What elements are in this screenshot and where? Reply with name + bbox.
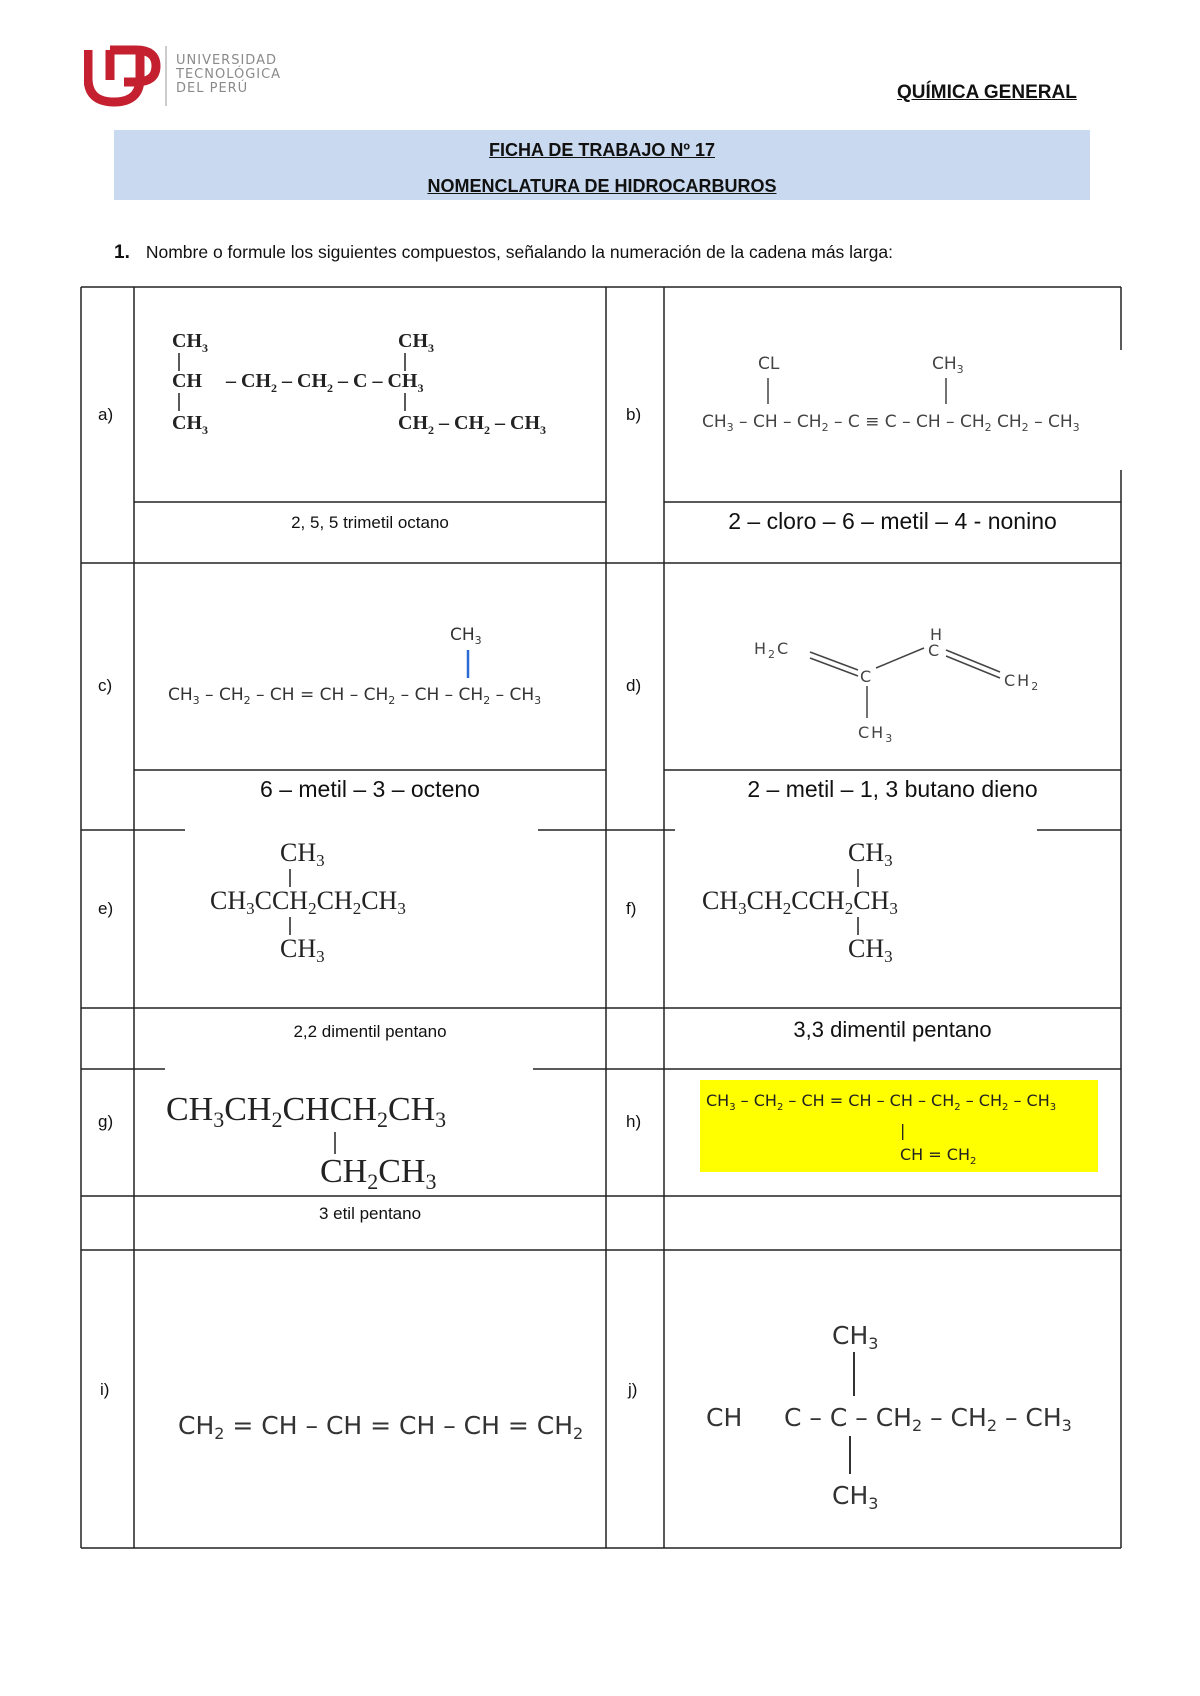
structure-d [752,620,1072,750]
structure-c [166,622,596,708]
structure-g [164,1082,544,1194]
svg-text:CH3: CH3 [280,934,325,966]
structure-j [704,1310,1114,1510]
svg-text:CH = CH2: CH = $CH_2$ [900,1145,977,1167]
label-j: j) [628,1380,638,1399]
structure-b [698,352,1118,442]
answer-g: 3 etil pentano [318,1204,422,1223]
logo-line-2: TECNOLÓGICA [176,67,282,82]
structure-f [700,835,1040,970]
svg-text:CH3: CH3 [280,838,325,870]
answer-c: 6 – metil – 3 – octeno [260,776,480,802]
svg-text:CH3 – CH2 – CH = CH – CH2 – CH: $CH_3 - CH_2$ – CH = CH – $CH_2$ – CH – $CH_2 - CH_3$ [168,685,542,707]
label-b: b) [626,405,642,424]
svg-text:CH: CH [172,370,202,392]
structure-a [160,325,600,445]
svg-text:CH3 – CH2 – CH = CH – CH – CH2: $CH_3 - CH_2$ – CH = CH – CH – $CH_2 - CH_2 - CH_3$ [706,1091,1057,1113]
course-name: QUÍMICA GENERAL [897,82,1077,103]
svg-text:CH3: $CH_3$ [858,723,895,745]
question-number: 1. [114,242,130,263]
svg-text:CH2 = CH – CH = CH – CH = CH2: $CH_2$ = CH – CH = CH – CH = $CH_2$ [178,1411,584,1443]
svg-text:CH3: $CH_3$ [832,1321,879,1353]
answer-f: 3,3 dimentil pentano [793,1017,992,1042]
svg-text:CH3: $CH_3$ [172,330,208,355]
label-c: c) [98,676,113,695]
label-e: e) [98,899,114,918]
label-a: a) [98,405,114,424]
svg-text:CH2 – CH2 – CH3: $CH_2 - CH_2 - CH_3$ [398,412,546,437]
answer-d: 2 – metil – 1, 3 butano dieno [747,776,1038,802]
svg-text:CH3: $CH_3$ [172,412,208,437]
svg-text:CH3CCH2CH2CH3: CH3CCH2CH2CH3 [210,886,406,918]
svg-text:C – C – CH2 – CH2 – CH3: C – C – $CH_2 - CH_2 - CH_3$ [784,1403,1072,1435]
worksheet-subtitle: NOMENCLATURA DE HIDROCARBUROS [427,176,777,196]
svg-text:CH3: $CH_3$ [450,625,482,647]
structure-e [208,835,528,970]
svg-text:CH3: $CH_3$ [832,1481,879,1510]
svg-text:– CH2 – CH2 – C – CH3: – $CH_2 - CH_2$ – C – $CH_3$ [226,370,424,395]
svg-text:CH3CH2CCH2CH3: CH3CH2CCH2CH3 [702,886,898,918]
svg-text:C: C [860,667,874,686]
logo-line-1: UNIVERSIDAD [176,53,277,68]
svg-text:CH3: CH3 [848,838,893,870]
label-i: i) [100,1380,110,1399]
answer-a: 2, 5, 5 trimetil octano [291,513,449,532]
structure-i [176,1398,596,1448]
svg-text:CH3: $CH_3$ [932,354,964,376]
svg-text:CH3 – CH – CH2 – C ≡ C – CH –: $CH_3$ – CH – $CH_2 - C \equiv C$ – CH – $CH_2$ $CH_2 - CH_3$ [702,412,1080,434]
svg-text:CL: CL [758,354,780,374]
structure-h [704,1086,1098,1170]
label-f: f) [626,899,637,918]
svg-text:C: C [928,641,942,660]
svg-text:CH2: $CH_2$ [1004,671,1041,693]
answer-e: 2,2 dimentil pentano [293,1022,447,1041]
label-h: h) [626,1112,642,1131]
logo-line-3: DEL PERÚ [176,81,249,96]
label-g: g) [98,1112,114,1131]
label-d: d) [626,676,642,695]
question-text: Nombre o formule los siguientes compuestos, señalando la numeración de la cadena más larga: [145,242,893,262]
worksheet-title: FICHA DE TRABAJO Nº 17 [489,140,715,160]
svg-text:CH3CH2CHCH2CH3: $CH_3CH_2CHCH_2CH_3$ [166,1091,447,1132]
svg-text:H: H [930,625,945,644]
svg-text:CH: CH [706,1403,743,1432]
svg-text:CH3: $CH_3$ [398,330,434,355]
svg-text:CH2CH3: $CH_2CH_3$ [320,1153,437,1194]
svg-text:CH3: CH3 [848,934,893,966]
svg-text:|: | [900,1121,906,1140]
svg-text:H2C: $H_2C$ [754,639,791,661]
answer-b: 2 – cloro – 6 – metil – 4 - nonino [728,508,1057,534]
